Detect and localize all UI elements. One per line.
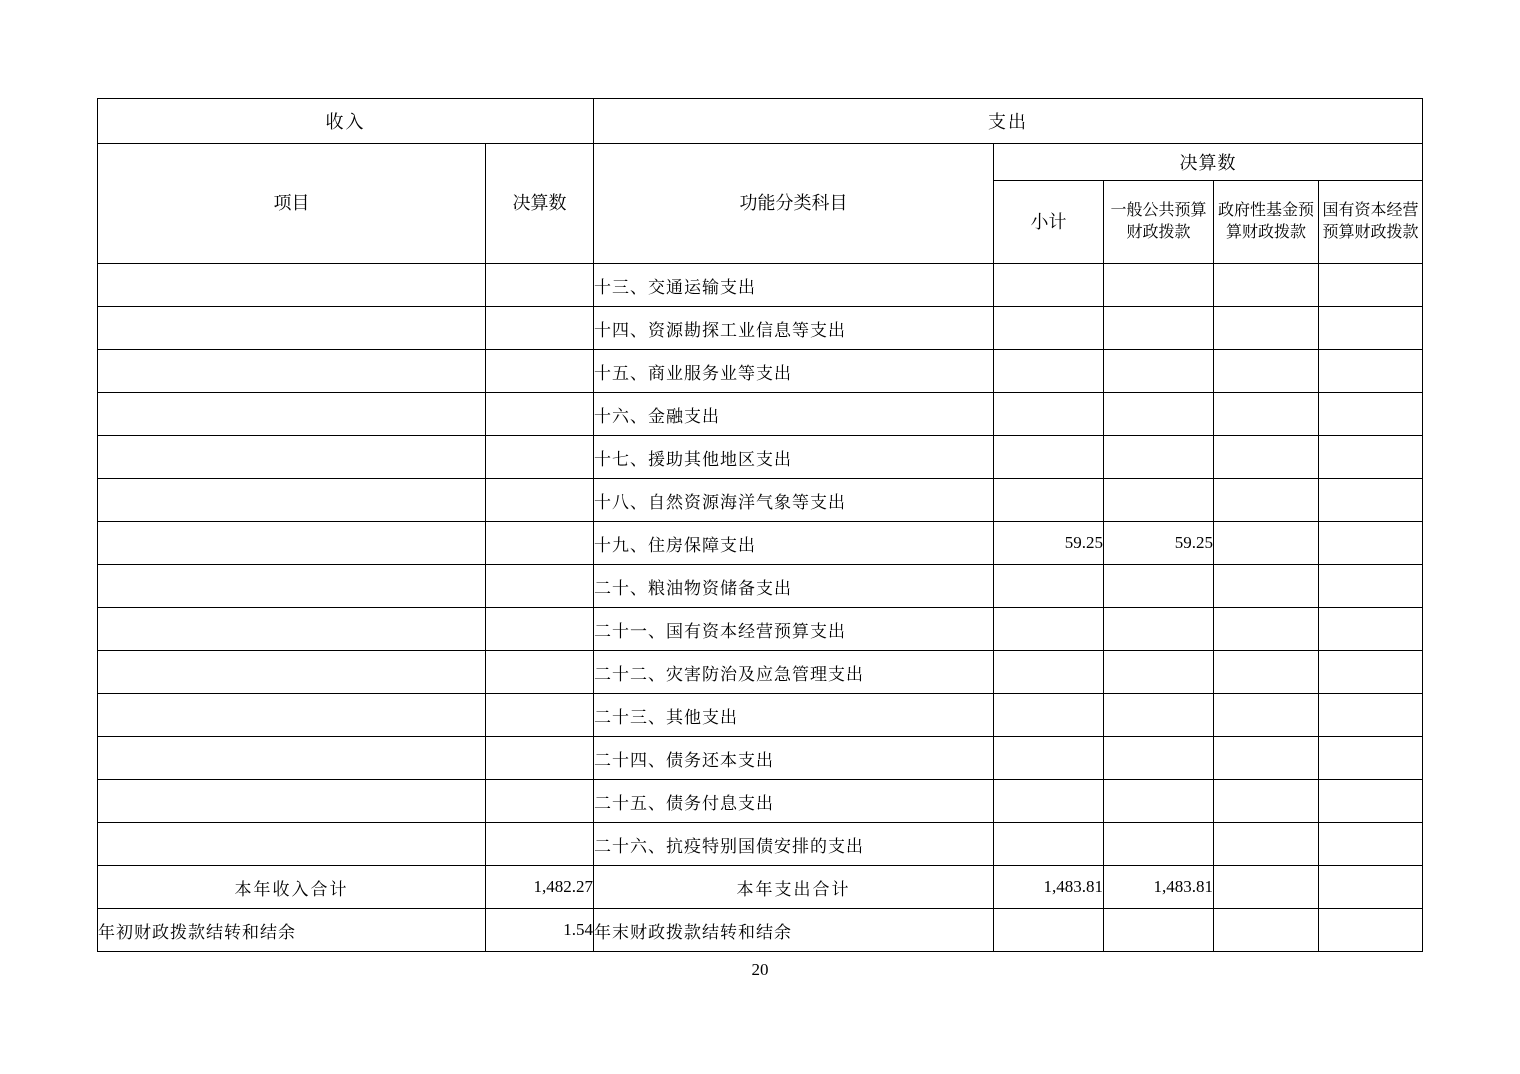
header-income-final: 决算数 <box>486 144 594 264</box>
expense-subtotal-cell <box>994 823 1104 866</box>
expense-item-cell: 十五、商业服务业等支出 <box>594 350 994 393</box>
expense-item-cell: 十三、交通运输支出 <box>594 264 994 307</box>
expense-capital-cell <box>1319 694 1423 737</box>
expense-capital-cell <box>1319 393 1423 436</box>
table-row <box>98 694 1423 737</box>
carryover-expense-subtotal <box>994 909 1104 952</box>
expense-general-cell <box>1104 264 1214 307</box>
income-item-cell <box>98 737 486 780</box>
income-item-cell <box>98 608 486 651</box>
expense-capital-cell <box>1319 479 1423 522</box>
expense-item-cell: 十六、金融支出 <box>594 393 994 436</box>
expense-item-cell: 二十一、国有资本经营预算支出 <box>594 608 994 651</box>
total-expense-capital <box>1319 866 1423 909</box>
income-item-cell <box>98 522 486 565</box>
expense-fund-cell <box>1214 350 1319 393</box>
income-item-cell <box>98 350 486 393</box>
expense-capital-cell <box>1319 350 1423 393</box>
expense-item-cell: 二十五、债务付息支出 <box>594 780 994 823</box>
income-value-cell <box>486 694 594 737</box>
table-row <box>98 393 1423 436</box>
expense-capital-cell <box>1319 823 1423 866</box>
expense-general-cell <box>1104 436 1214 479</box>
expense-item-cell: 二十二、灾害防治及应急管理支出 <box>594 651 994 694</box>
income-value-cell <box>486 780 594 823</box>
expense-fund-cell <box>1214 651 1319 694</box>
table-row <box>98 264 1423 307</box>
header-government-fund-budget: 政府性基金预算财政拨款 <box>1214 181 1319 264</box>
expense-general-cell <box>1104 608 1214 651</box>
income-value-cell <box>486 651 594 694</box>
expense-subtotal-cell <box>994 780 1104 823</box>
total-expense-fund <box>1214 866 1319 909</box>
expense-general-cell <box>1104 694 1214 737</box>
expense-capital-cell <box>1319 565 1423 608</box>
expense-subtotal-cell <box>994 350 1104 393</box>
income-item-cell <box>98 694 486 737</box>
header-expense-final: 决算数 <box>994 144 1423 181</box>
page-number: 20 <box>751 960 769 979</box>
header-expense-subject: 功能分类科目 <box>594 144 994 264</box>
table-total-row <box>98 866 1423 909</box>
income-item-cell <box>98 436 486 479</box>
income-value-cell <box>486 522 594 565</box>
carryover-income-label: 年初财政拨款结转和结余 <box>98 909 486 952</box>
expense-capital-cell <box>1319 608 1423 651</box>
income-value-cell <box>486 436 594 479</box>
total-expense-general: 1,483.81 <box>1104 866 1214 909</box>
expense-general-cell <box>1104 823 1214 866</box>
expense-general-cell: 59.25 <box>1104 522 1214 565</box>
income-item-cell <box>98 264 486 307</box>
financial-table-container <box>97 98 1422 952</box>
expense-item-cell: 十九、住房保障支出 <box>594 522 994 565</box>
expense-fund-cell <box>1214 780 1319 823</box>
expense-subtotal-cell <box>994 608 1104 651</box>
expense-subtotal-cell <box>994 264 1104 307</box>
expense-capital-cell <box>1319 436 1423 479</box>
income-value-cell <box>486 307 594 350</box>
expense-subtotal-cell <box>994 436 1104 479</box>
carryover-income-value: 1.54 <box>486 909 594 952</box>
expense-capital-cell <box>1319 651 1423 694</box>
header-income-item: 项目 <box>98 144 486 264</box>
income-value-cell <box>486 737 594 780</box>
expense-subtotal-cell <box>994 565 1104 608</box>
expense-fund-cell <box>1214 823 1319 866</box>
income-value-cell <box>486 350 594 393</box>
expense-fund-cell <box>1214 694 1319 737</box>
table-row <box>98 436 1423 479</box>
expense-general-cell <box>1104 780 1214 823</box>
table-row <box>98 737 1423 780</box>
expense-capital-cell <box>1319 522 1423 565</box>
income-item-cell <box>98 565 486 608</box>
header-expense-group: 支出 <box>594 99 1423 144</box>
table-row <box>98 307 1423 350</box>
expense-general-cell <box>1104 479 1214 522</box>
table-row <box>98 608 1423 651</box>
income-value-cell <box>486 264 594 307</box>
expense-item-cell: 十七、援助其他地区支出 <box>594 436 994 479</box>
expense-fund-cell <box>1214 264 1319 307</box>
table-row <box>98 350 1423 393</box>
expense-item-cell: 二十六、抗疫特别国债安排的支出 <box>594 823 994 866</box>
expense-subtotal-cell <box>994 307 1104 350</box>
expense-item-cell: 二十、粮油物资储备支出 <box>594 565 994 608</box>
expense-fund-cell <box>1214 436 1319 479</box>
carryover-expense-general <box>1104 909 1214 952</box>
financial-statement-table <box>97 98 1423 952</box>
expense-general-cell <box>1104 350 1214 393</box>
income-item-cell <box>98 823 486 866</box>
income-value-cell <box>486 608 594 651</box>
expense-general-cell <box>1104 307 1214 350</box>
header-state-capital-budget: 国有资本经营预算财政拨款 <box>1319 181 1423 264</box>
expense-subtotal-cell: 59.25 <box>994 522 1104 565</box>
header-general-public-budget: 一般公共预算财政拨款 <box>1104 181 1214 264</box>
expense-item-cell: 二十三、其他支出 <box>594 694 994 737</box>
header-income-group: 收入 <box>98 99 594 144</box>
expense-subtotal-cell <box>994 651 1104 694</box>
table-header-group-row <box>98 99 1423 144</box>
expense-subtotal-cell <box>994 694 1104 737</box>
carryover-expense-fund <box>1214 909 1319 952</box>
expense-item-cell: 十八、自然资源海洋气象等支出 <box>594 479 994 522</box>
table-row <box>98 522 1423 565</box>
table-header-subgroup-row <box>98 144 1423 181</box>
expense-general-cell <box>1104 393 1214 436</box>
expense-capital-cell <box>1319 737 1423 780</box>
carryover-expense-capital <box>1319 909 1423 952</box>
expense-fund-cell <box>1214 393 1319 436</box>
table-row <box>98 823 1423 866</box>
income-item-cell <box>98 651 486 694</box>
expense-subtotal-cell <box>994 393 1104 436</box>
expense-general-cell <box>1104 565 1214 608</box>
total-expense-subtotal: 1,483.81 <box>994 866 1104 909</box>
expense-capital-cell <box>1319 307 1423 350</box>
expense-fund-cell <box>1214 307 1319 350</box>
income-item-cell <box>98 479 486 522</box>
income-value-cell <box>486 565 594 608</box>
expense-fund-cell <box>1214 479 1319 522</box>
income-item-cell <box>98 780 486 823</box>
carryover-expense-label: 年末财政拨款结转和结余 <box>594 909 994 952</box>
expense-item-cell: 二十四、债务还本支出 <box>594 737 994 780</box>
expense-item-cell: 十四、资源勘探工业信息等支出 <box>594 307 994 350</box>
expense-subtotal-cell <box>994 737 1104 780</box>
expense-fund-cell <box>1214 608 1319 651</box>
table-row <box>98 479 1423 522</box>
expense-general-cell <box>1104 651 1214 694</box>
table-row <box>98 780 1423 823</box>
expense-general-cell <box>1104 737 1214 780</box>
table-carryover-row <box>98 909 1423 952</box>
expense-capital-cell <box>1319 780 1423 823</box>
income-item-cell <box>98 393 486 436</box>
header-subtotal: 小计 <box>994 181 1104 264</box>
expense-subtotal-cell <box>994 479 1104 522</box>
income-value-cell <box>486 823 594 866</box>
total-expense-label: 本年支出合计 <box>594 866 994 909</box>
expense-fund-cell <box>1214 737 1319 780</box>
income-item-cell <box>98 307 486 350</box>
expense-fund-cell <box>1214 522 1319 565</box>
table-row <box>98 651 1423 694</box>
expense-capital-cell <box>1319 264 1423 307</box>
income-value-cell <box>486 479 594 522</box>
total-income-label: 本年收入合计 <box>98 866 486 909</box>
expense-fund-cell <box>1214 565 1319 608</box>
income-value-cell <box>486 393 594 436</box>
total-income-value: 1,482.27 <box>486 866 594 909</box>
table-row <box>98 565 1423 608</box>
